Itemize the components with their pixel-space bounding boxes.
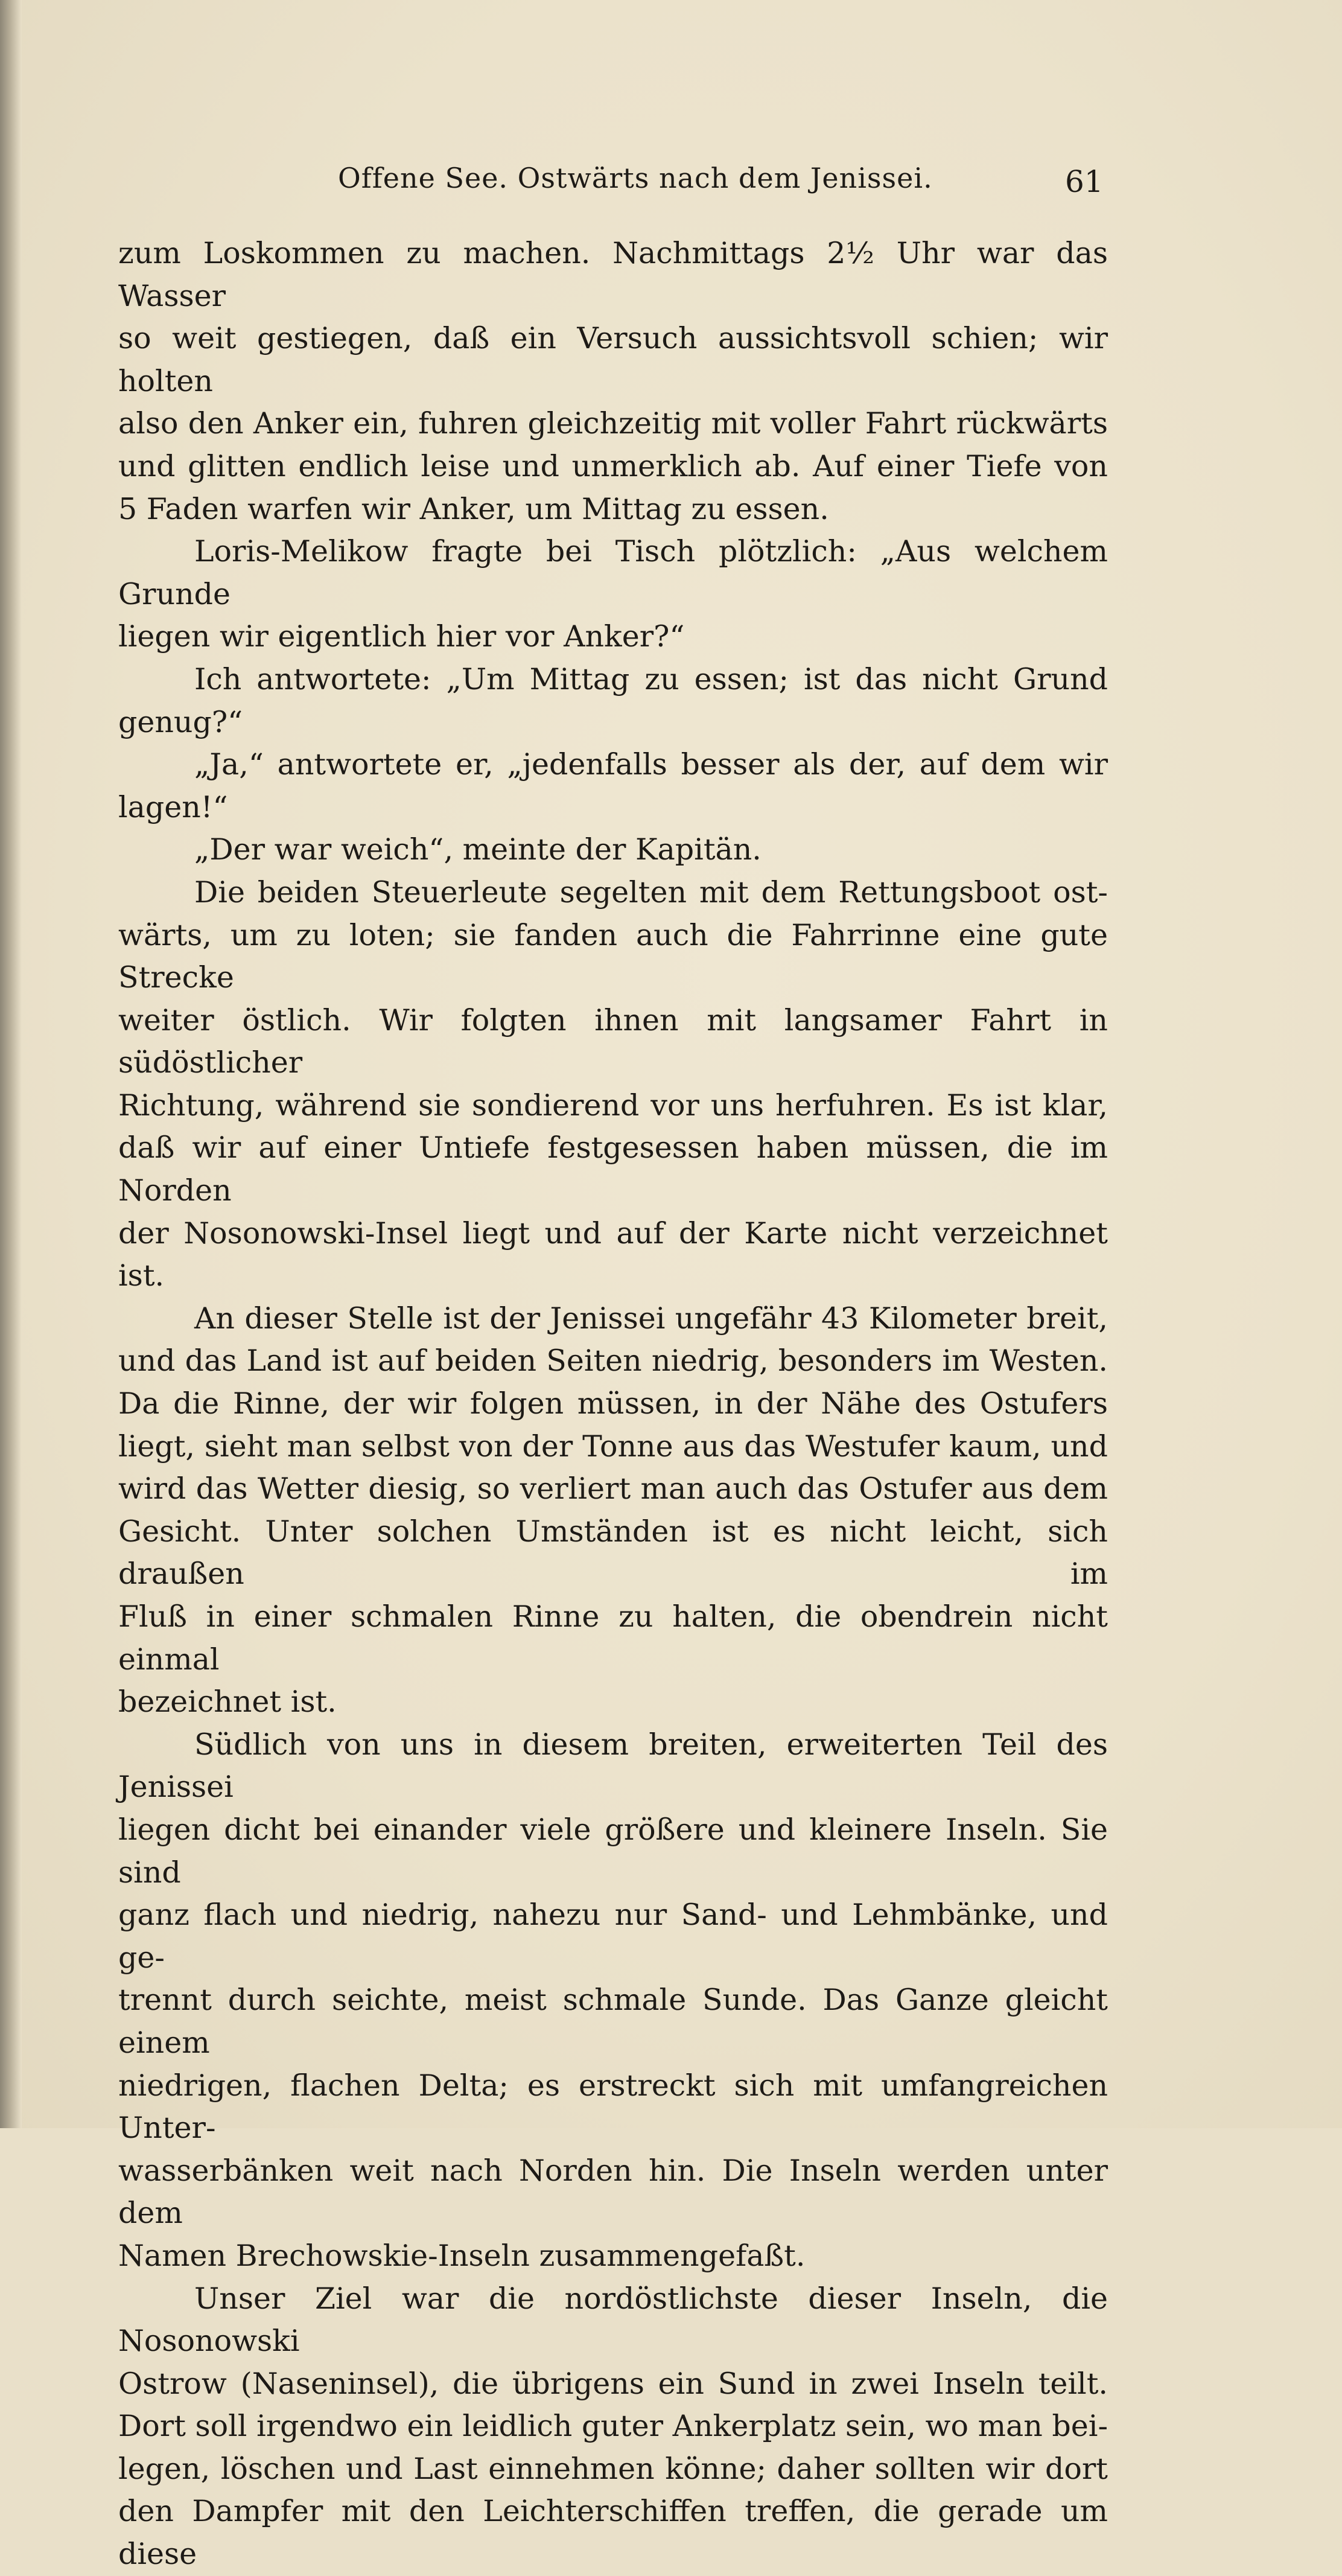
text-line: Gesicht. Unter solchen Umständen ist es nicht leicht, sich draußen im: [118, 1514, 1108, 1592]
text-line: liegen dicht bei einander viele größere und kleinere Inseln. Sie sind: [118, 1812, 1108, 1890]
text-line: „Der war weich“, meinte der Kapitän.: [194, 832, 762, 867]
text-line: Unser Ziel war die nordöstlichste dieser Inseln, die Nosonowski: [118, 2281, 1108, 2359]
text-line: legen, löschen und Last einnehmen könne; daher sollten wir dort: [118, 2451, 1108, 2486]
body-text: [118, 232, 1108, 2576]
text-line: zum Loskommen zu machen. Nachmittags 2½ Uhr war das Wasser: [118, 236, 1108, 313]
text-line: lagen!“: [118, 789, 228, 824]
text-line: liegt, sieht man selbst von der Tonne aus das Westufer kaum, und: [118, 1429, 1108, 1464]
text-line: den Dampfer mit den Leichterschiffen treffen, die gerade um diese: [118, 2494, 1108, 2572]
text-line: liegen wir eigentlich hier vor Anker?“: [118, 619, 685, 654]
text-line: Da die Rinne, der wir folgen müssen, in der Nähe des Ostufers: [118, 1386, 1108, 1421]
running-head: Offene See. Ostwärts nach dem Jenissei.: [338, 162, 933, 194]
text-line: wärts, um zu loten; sie fanden auch die Fahrrinne eine gute Strecke: [118, 917, 1108, 995]
text-line: niedrigen, flachen Delta; es erstreckt sich mit umfangreichen Unter-: [118, 2068, 1108, 2146]
text-line: Loris-Melikow fragte bei Tisch plötzlich: „Aus welchem Grunde: [118, 534, 1108, 611]
text-line: An dieser Stelle ist der Jenissei ungefähr 43 Kilometer breit,: [194, 1301, 1108, 1336]
text-line: Ich antwortete: „Um Mittag zu essen; ist das nicht Grund: [194, 662, 1108, 697]
text-line: Die beiden Steuerleute segelten mit dem Rettungsboot ost-: [194, 875, 1108, 910]
text-line: „Ja,“ antwortete er, „jedenfalls besser als der, auf dem wir: [194, 747, 1108, 782]
text-line: genug?“: [118, 704, 243, 739]
text-line: wasserbänken weit nach Norden hin. Die Inseln werden unter dem: [118, 2153, 1108, 2231]
text-line: Richtung, während sie sondierend vor uns herfuhren. Es ist klar,: [118, 1088, 1108, 1123]
text-line: und das Land ist auf beiden Seiten niedrig, besonders im Westen.: [118, 1344, 1108, 1379]
text-line: der Nosonowski-Insel liegt und auf der Karte nicht verzeichnet ist.: [118, 1216, 1108, 1293]
text-line: so weit gestiegen, daß ein Versuch aussichtsvoll schien; wir holten: [118, 321, 1108, 398]
text-line: Südlich von uns in diesem breiten, erweiterten Teil des Jenissei: [118, 1727, 1108, 1805]
text-line: weiter östlich. Wir folgten ihnen mit langsamer Fahrt in südöstlicher: [118, 1003, 1108, 1080]
text-line: wird das Wetter diesig, so verliert man auch das Ostufer aus dem: [118, 1471, 1108, 1506]
page-number: 61: [1065, 164, 1104, 199]
text-line: Dort soll irgendwo ein leidlich guter Ankerplatz sein, wo man bei-: [118, 2409, 1108, 2444]
text-line: bezeichnet ist.: [118, 1685, 337, 1720]
text-line: ganz flach und niedrig, nahezu nur Sand- und Lehmbänke, und ge-: [118, 1898, 1108, 1975]
text-line: trennt durch seichte, meist schmale Sunde. Das Ganze gleicht einem: [118, 1983, 1108, 2060]
text-line: 5 Faden warfen wir Anker, um Mittag zu essen.: [118, 491, 829, 526]
text-line: Namen Brechowskie-Inseln zusammengefaßt.: [118, 2238, 806, 2273]
text-line: daß wir auf einer Untiefe festgesessen haben müssen, die im Norden: [118, 1130, 1108, 1208]
text-line: und glitten endlich leise und unmerklich ab. Auf einer Tiefe von: [118, 448, 1108, 483]
text-line: Ostrow (Naseninsel), die übrigens ein Sund in zwei Inseln teilt.: [118, 2366, 1108, 2401]
binding-shadow: [0, 0, 22, 2128]
text-line: Fluß in einer schmalen Rinne zu halten, die obendrein nicht einmal: [118, 1599, 1108, 1677]
text-line: also den Anker ein, fuhren gleichzeitig mit voller Fahrt rückwärts: [118, 406, 1108, 441]
